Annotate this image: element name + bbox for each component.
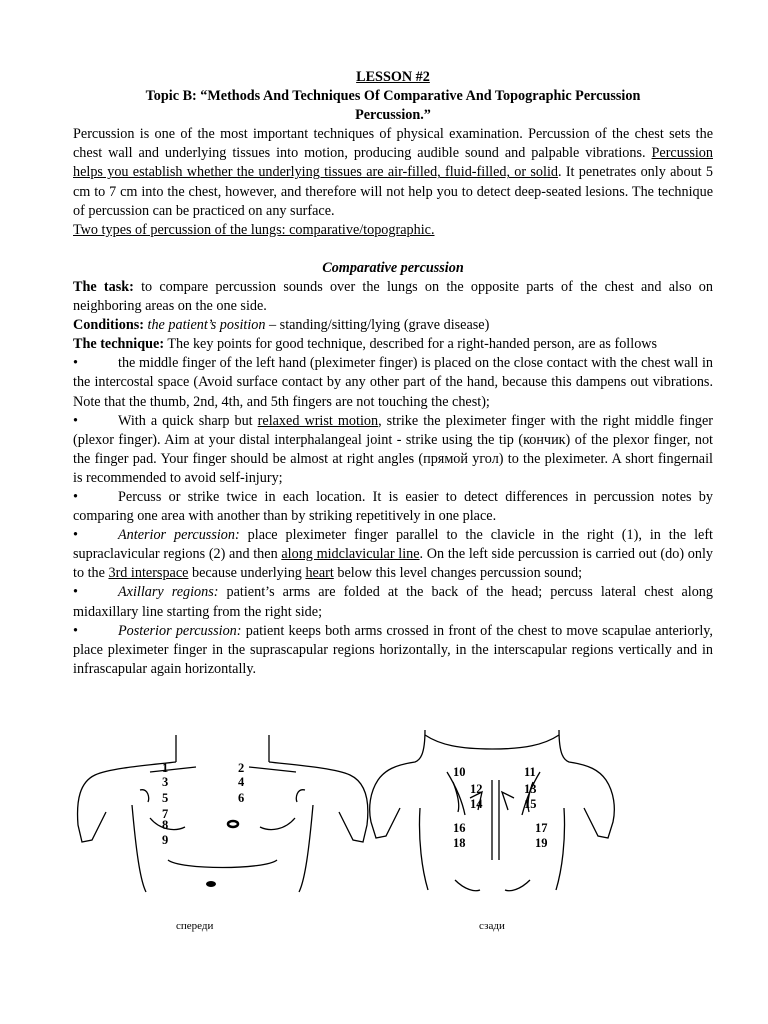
bullet-4: • Anterior percussion: place pleximeter finger parallel to the clavicle in the right (1), in the left supraclavicular regions (2) and then along midclavicular line. On the left side percussion is carried out (do) only to the 3rd interspace because underlying heart below this level changes percussion sound; bbox=[73, 527, 713, 582]
front-point-3: 3 bbox=[162, 775, 169, 789]
front-point-2: 2 bbox=[238, 761, 245, 775]
bullet-6: • Posterior percussion: patient keeps both arms crossed in front of the chest to move scapulae anteriorly, place pleximeter finger in the suprascapular regions horizontally, in the interscapular regions vertically and in infrascapular again horizontally. bbox=[73, 622, 713, 677]
front-point-8: 8 bbox=[162, 818, 169, 832]
back-point-16: 16 bbox=[453, 821, 466, 835]
task-paragraph: The task: to compare percussion sounds over the lungs on the opposite parts of the chest and also on neighboring areas on the one side. bbox=[73, 278, 713, 315]
comparative-title: Comparative percussion bbox=[322, 259, 464, 276]
document-page bbox=[73, 68, 713, 679]
back-point-14: 14 bbox=[470, 797, 483, 811]
front-point-labels bbox=[162, 761, 245, 847]
front-point-7: 7 bbox=[162, 807, 169, 821]
back-point-18: 18 bbox=[453, 836, 466, 850]
percussion-types: Two types of percussion of the lungs: comparative/topographic. bbox=[73, 221, 435, 238]
front-point-5: 5 bbox=[162, 791, 169, 805]
back-point-13: 13 bbox=[524, 782, 537, 796]
topic-title-line1: Topic B: “Methods And Techniques Of Comparative And Topographic Percussion bbox=[145, 88, 641, 105]
back-torso-outline bbox=[370, 730, 615, 891]
back-point-19: 19 bbox=[535, 836, 548, 850]
back-point-11: 11 bbox=[524, 765, 536, 779]
back-view-caption: сзади bbox=[479, 920, 505, 932]
bullet-5: • Axillary regions: patient’s arms are folded at the back of the head; percuss lateral chest along midaxillary line starting from the right side; bbox=[73, 584, 713, 620]
back-point-12: 12 bbox=[470, 782, 483, 796]
percussion-points-figure bbox=[0, 728, 768, 998]
topic-title-line2: Percussion.” bbox=[355, 107, 431, 124]
front-view-caption: спереди bbox=[176, 920, 214, 932]
bullet-3: • Percuss or strike twice in each location. It is easier to detect differences in percussion notes by comparing one area with another than by striking repetitively in one place. bbox=[73, 488, 713, 525]
lesson-title: LESSON #2 bbox=[356, 69, 430, 85]
front-torso-outline bbox=[78, 735, 368, 892]
front-point-4: 4 bbox=[238, 775, 245, 789]
intro-paragraph: Percussion is one of the most important techniques of physical examination. Percussion of the chest sets the chest wall and underlying tissues into motion, producing audible sound and palpable vibrations. Percussion helps you establish whether the underlying tissues are air-filled, fluid-filled, or solid. It penetrates only about 5 cm to 7 cm into the chest, however, and therefore will not help you to detect deep-seated lesions. The technique of percussion can be practiced on any surface. bbox=[73, 126, 713, 219]
bullet-1: • the middle finger of the left hand (pleximeter finger) is placed on the close contact with the chest wall in the intercostal space (Avoid surface contact by any other part of the hand, because this dampens out vibrations. Note that the thumb, 2nd, 4th, and 5th fingers are not touching the chest); bbox=[73, 355, 713, 410]
technique-paragraph: The technique: The key points for good technique, described for a right-handed person, are as follows bbox=[73, 336, 658, 353]
front-point-9: 9 bbox=[162, 833, 169, 847]
front-point-1: 1 bbox=[162, 761, 169, 775]
bullet-2: • With a quick sharp but relaxed wrist motion, strike the pleximeter finger with the right middle finger (plexor finger). Aim at your distal interphalangeal joint - strike using the tip (кончик) of the plexor finger, not the finger pad. Your finger should be almost at right angles (прямой угол) to the pleximeter. A short fingernail is recommended to avoid self-injury; bbox=[73, 412, 713, 486]
back-point-17: 17 bbox=[535, 821, 548, 835]
back-point-10: 10 bbox=[453, 765, 466, 779]
navel-icon bbox=[206, 881, 216, 887]
nipple-icon bbox=[228, 821, 238, 827]
back-point-15: 15 bbox=[524, 797, 537, 811]
back-point-labels bbox=[453, 765, 548, 850]
front-point-6: 6 bbox=[238, 791, 245, 805]
conditions-paragraph: Conditions: the patient’s position – standing/sitting/lying (grave disease) bbox=[73, 317, 490, 334]
